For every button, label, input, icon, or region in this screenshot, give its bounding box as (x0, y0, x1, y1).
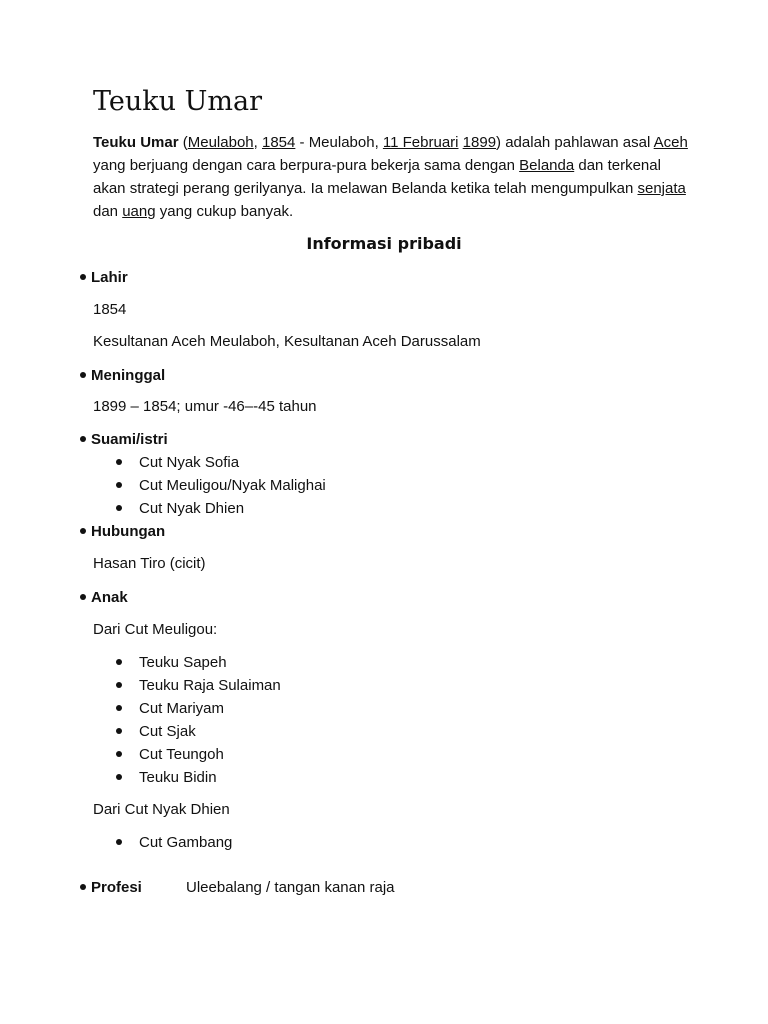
link-1854[interactable]: 1854 (261, 134, 296, 151)
suami-istri-label (80, 430, 168, 450)
link-senjata[interactable]: senjata (637, 180, 686, 197)
hubungan-value: Hasan Tiro (cicit) (93, 555, 206, 572)
list-item (116, 476, 326, 496)
list-item (116, 499, 244, 519)
lahir-label-text: Lahir (91, 269, 128, 286)
list-item (116, 699, 224, 719)
hubungan-label-text: Hubungan (91, 523, 166, 540)
anak-group1-label: Dari Cut Meuligou: (93, 621, 218, 638)
link-uang[interactable]: uang (122, 203, 156, 220)
link-meulaboh[interactable]: Meulaboh (187, 134, 254, 151)
bullet-icon (116, 751, 122, 757)
bullet-icon (116, 659, 122, 665)
link-belanda[interactable]: Belanda (519, 157, 575, 174)
list-item (116, 676, 281, 696)
list-item (116, 653, 227, 673)
list-item-text: Cut Gambang (139, 834, 233, 851)
bullet-icon (116, 682, 122, 688)
list-item (116, 453, 239, 473)
list-item (116, 768, 217, 788)
list-item-text: Cut Teungoh (139, 746, 224, 763)
list-item (116, 722, 196, 742)
bullet-icon (80, 528, 86, 534)
intro-text: dan (93, 203, 123, 220)
bullet-icon (80, 436, 86, 442)
profesi-value: Uleebalang / tangan kanan raja (186, 879, 395, 896)
section-heading: Informasi pribadi (306, 234, 462, 253)
intro-text: yang berjuang dengan cara berpura-pura bekerja sama dengan (93, 157, 520, 174)
intro-text: , (253, 134, 262, 151)
intro-text: - Meulaboh, (295, 134, 383, 151)
page-title: Teuku Umar (93, 86, 262, 117)
hubungan-label (80, 522, 165, 542)
bullet-icon (116, 482, 122, 488)
meninggal-label (80, 366, 165, 386)
list-item-text: Cut Meuligou/Nyak Malighai (139, 477, 326, 494)
link-11-februari[interactable]: 11 Februari (382, 134, 459, 151)
bullet-icon (116, 705, 122, 711)
suami-istri-label-text: Suami/istri (91, 431, 168, 448)
intro-text: ) adalah pahlawan asal (496, 134, 654, 151)
list-item (116, 745, 224, 765)
profesi-label (80, 878, 142, 898)
meninggal-label-text: Meninggal (91, 367, 166, 384)
list-item (116, 833, 232, 853)
list-item-text: Cut Nyak Dhien (139, 500, 245, 517)
anak-label (80, 588, 128, 608)
intro-name: Teuku Umar (93, 134, 179, 151)
link-aceh[interactable]: Aceh (653, 134, 688, 151)
intro-text: yang cukup banyak. (155, 203, 294, 220)
list-item-text: Cut Mariyam (139, 700, 225, 717)
bullet-icon (80, 274, 86, 280)
lahir-label (80, 268, 128, 288)
bullet-icon (80, 372, 86, 378)
list-item-text: Teuku Raja Sulaiman (139, 677, 281, 694)
list-item-text: Teuku Bidin (139, 769, 217, 786)
bullet-icon (116, 505, 122, 511)
bullet-icon (80, 884, 86, 890)
link-1899[interactable]: 1899 (462, 134, 497, 151)
bullet-icon (116, 774, 122, 780)
list-item-text: Cut Nyak Sofia (139, 454, 240, 471)
anak-group2-label: Dari Cut Nyak Dhien (93, 801, 230, 818)
bullet-icon (116, 459, 122, 465)
list-item-text: Cut Sjak (139, 723, 196, 740)
lahir-date: 1854 (93, 301, 127, 318)
anak-label-text: Anak (91, 589, 128, 606)
meninggal-value: 1899 – 1854; umur -46–-45 tahun (93, 398, 317, 415)
bullet-icon (116, 728, 122, 734)
profesi-label-text: Profesi (91, 879, 142, 896)
bullet-icon (80, 594, 86, 600)
intro-text: dan terkenal akan strategi perang gerilyanya. Ia melawan Belanda ketika telah mengumpulkan (93, 157, 661, 197)
lahir-place: Kesultanan Aceh Meulaboh, Kesultanan Aceh Darussalam (93, 333, 481, 350)
intro-text: ( (178, 134, 188, 151)
intro-paragraph (93, 131, 693, 223)
bullet-icon (116, 839, 122, 845)
list-item-text: Teuku Sapeh (139, 654, 227, 671)
